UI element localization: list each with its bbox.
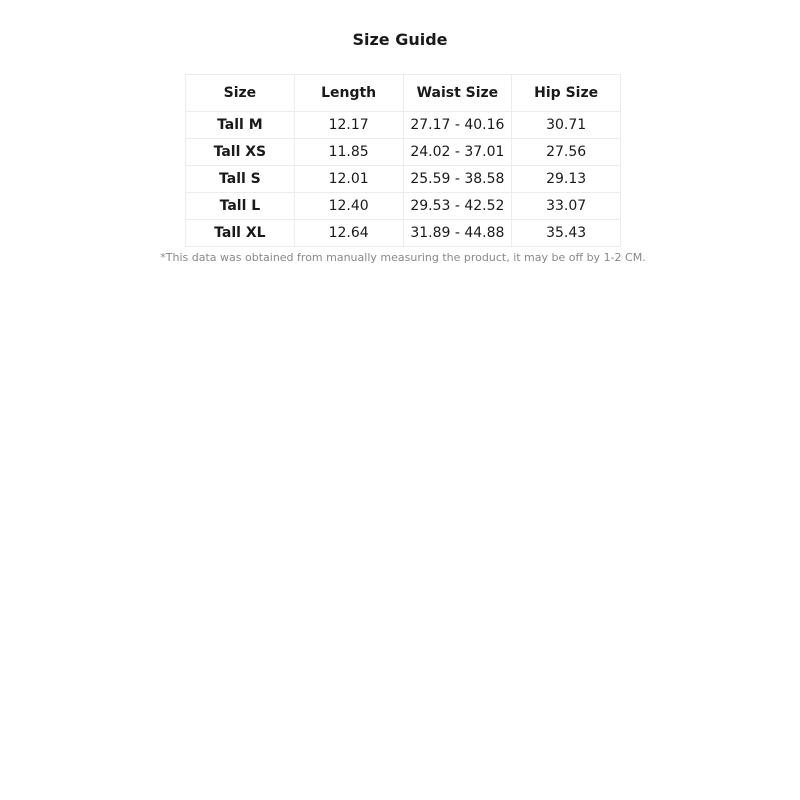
hip-size-cell: 29.13 [512, 166, 621, 193]
length-cell: 12.40 [294, 193, 403, 220]
waist-size-cell: 24.02 - 37.01 [403, 139, 512, 166]
size-cell: Tall L [186, 193, 295, 220]
table-header-row [186, 75, 621, 112]
size-guide-table [185, 74, 621, 247]
header-waist-size: Waist Size [403, 75, 512, 112]
header-hip-size: Hip Size [512, 75, 621, 112]
size-cell: Tall M [186, 112, 295, 139]
header-length: Length [294, 75, 403, 112]
size-cell: Tall S [186, 166, 295, 193]
page-title: Size Guide [352, 30, 448, 49]
hip-size-cell: 27.56 [512, 139, 621, 166]
waist-size-cell: 25.59 - 38.58 [403, 166, 512, 193]
length-cell: 11.85 [294, 139, 403, 166]
table-row [186, 166, 621, 193]
size-cell: Tall XS [186, 139, 295, 166]
measurement-note: *This data was obtained from manually measuring the product, it may be off by 1-2 CM. [160, 251, 646, 264]
table-row [186, 220, 621, 247]
header-size: Size [186, 75, 295, 112]
length-cell: 12.01 [294, 166, 403, 193]
hip-size-cell: 35.43 [512, 220, 621, 247]
table-row [186, 112, 621, 139]
waist-size-cell: 29.53 - 42.52 [403, 193, 512, 220]
table-row [186, 139, 621, 166]
waist-size-cell: 31.89 - 44.88 [403, 220, 512, 247]
length-cell: 12.17 [294, 112, 403, 139]
length-cell: 12.64 [294, 220, 403, 247]
table-row [186, 193, 621, 220]
size-cell: Tall XL [186, 220, 295, 247]
hip-size-cell: 30.71 [512, 112, 621, 139]
waist-size-cell: 27.17 - 40.16 [403, 112, 512, 139]
hip-size-cell: 33.07 [512, 193, 621, 220]
